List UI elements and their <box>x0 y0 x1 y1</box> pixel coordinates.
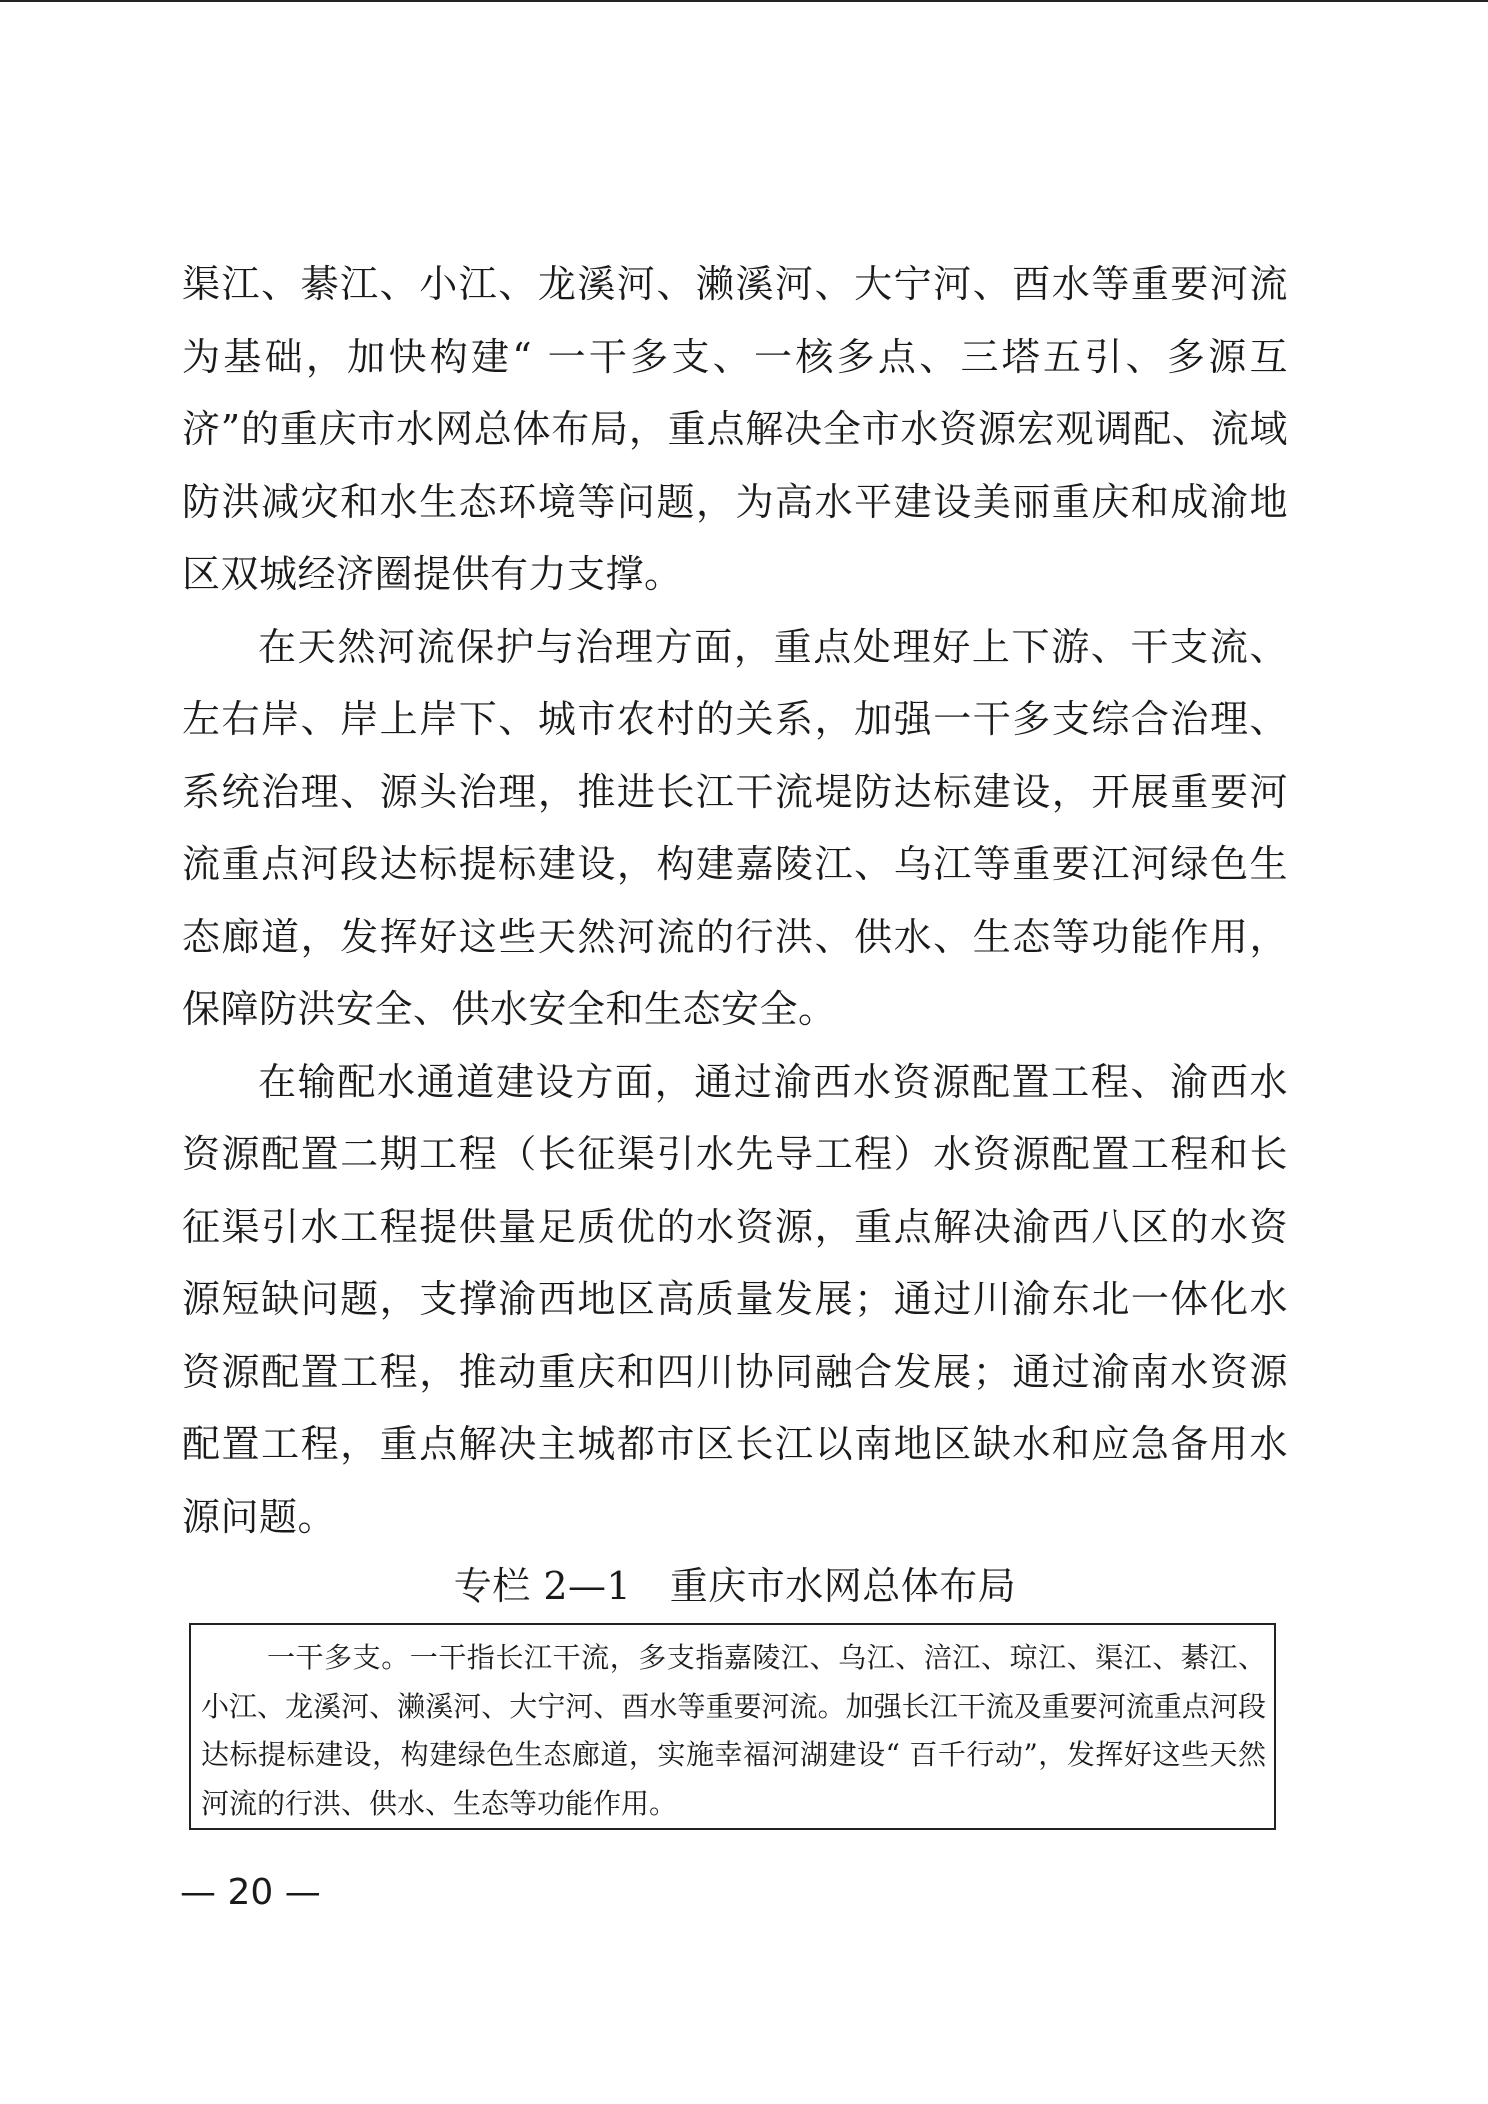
top-border-line <box>0 0 1488 2</box>
column-box <box>189 1623 1276 1830</box>
paragraph-water-channels: 在输配水通道建设方面，通过渝西水资源配置工程、渝西水资源配置二期工程（长征渠引水先导工程）水资源配置工程和长征渠引水工程提供量足质优的水资源，重点解决渝西八区的水资源短缺问题，支撑渝西地区高质量发展；通过川渝东北一体化水资源配置工程，推动重庆和四川协同融合发展；通过渝南水资源配置工程，重点解决主城都市区长江以南地区缺水和应急备用水源问题。 <box>182 1059 1288 1539</box>
column-box-text: 一干多支。一干指长江干流，多支指嘉陵江、乌江、涪江、琼江、渠江、綦江、小江、龙溪河、濑溪河、大宁河、酉水等重要河流。加强长江干流及重要河流重点河段达标提标建设，构建绿色生态廊道，实施幸福河湖建设“ 百千行动”，发挥好这些天然河流的行洪、供水、生态等功能作用。 <box>201 1641 1266 1820</box>
page-number: — 20 — <box>180 1872 321 1913</box>
column-title: 专栏 2—1 重庆市水网总体布局 <box>453 1564 1017 1608</box>
body-text <box>182 248 1288 1553</box>
paragraph-natural-rivers: 在天然河流保护与治理方面，重点处理好上下游、干支流、左右岸、岸上岸下、城市农村的关系，加强一干多支综合治理、系统治理、源头治理，推进长江干流堤防达标建设，开展重要河流重点河段达标提标建设，构建嘉陵江、乌江等重要江河绿色生态廊道，发挥好这些天然河流的行洪、供水、生态等功能作用，保障防洪安全、供水安全和生态安全。 <box>182 624 1288 1031</box>
paragraph-river-base: 渠江、綦江、小江、龙溪河、濑溪河、大宁河、酉水等重要河流为基础，加快构建“ 一干多支、一核多点、三塔五引、多源互济”的重庆市水网总体布局，重点解决全市水资源宏观调配、流域防洪减灾和水生态环境等问题，为高水平建设美丽重庆和成渝地区双城经济圈提供有力支撑。 <box>182 262 1288 596</box>
